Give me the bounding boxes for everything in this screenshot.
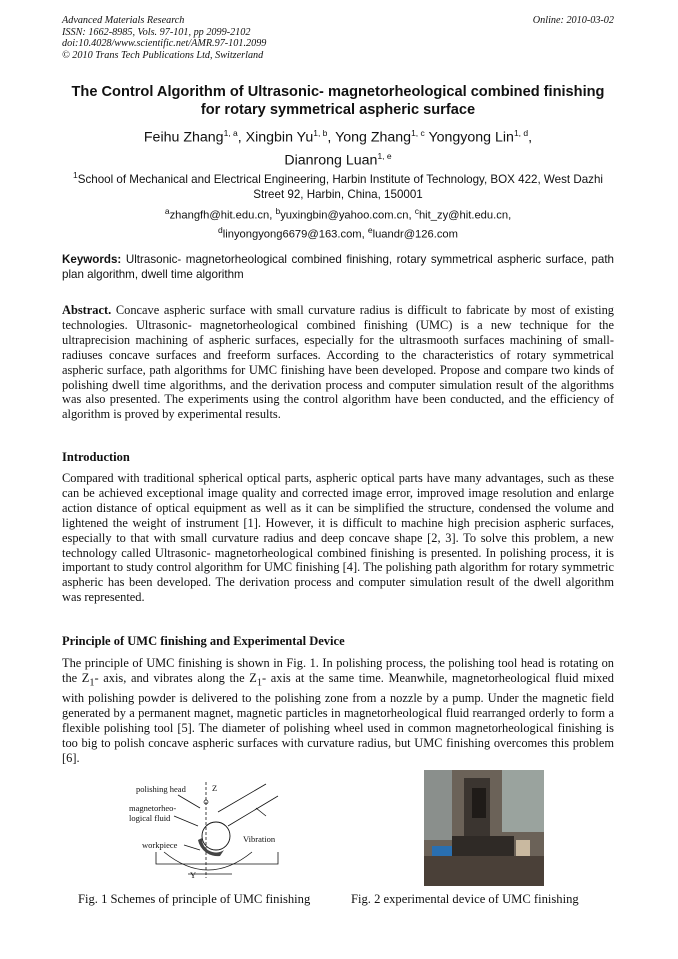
fig1-leader-fluid	[174, 816, 198, 826]
principle-text-c: - axis at the same time. Meanwhile, magnetorheological fluid mixed with polishing powder is delivered to the polishing zone from a nozzle by a pump. Under the magnetic field generated by a permanent magnet, magnetic particles in magnetorheological fluid rearranged orderly to form a flexible polishing tool [5]. The diameter of polishing wheel used in common magnetorheological finishing is too big to polish concave aspheric surfaces with curvature radius, but UMC finishing overcomes this problem [6].	[62, 670, 615, 765]
subscript: 1	[89, 677, 95, 689]
figure-2-photo	[424, 770, 544, 886]
figure-1-schematic	[128, 778, 298, 884]
email-sup: e	[367, 225, 373, 236]
author-sup: 1, e	[377, 151, 392, 162]
fig1-vibration-arrow	[256, 808, 266, 816]
fig2-window-left	[424, 770, 452, 840]
figure-2-caption: Fig. 2 experimental device of UMC finishing	[351, 892, 579, 906]
fig1-label-vibration: Vibration	[243, 834, 276, 844]
abstract-label: Abstract.	[62, 303, 112, 317]
fig1-concave-surface	[164, 852, 252, 870]
section-heading-principle: Principle of UMC finishing and Experimental Device	[62, 634, 345, 648]
keywords-text: Ultrasonic- magnetorheological combined finishing, rotary symmetrical aspheric surface, path plan algorithm, dwell time algorithm	[62, 253, 614, 281]
fig1-label-z: Z	[212, 783, 218, 793]
author-name: Yongyong Lin	[428, 129, 514, 146]
email-sup: c	[414, 206, 419, 216]
principle-text	[62, 656, 614, 766]
copyright-line: © 2010 Trans Tech Publications Ltd, Switzerland	[62, 49, 264, 61]
paper-title: The Control Algorithm of Ultrasonic- magnetorheological combined finishing for rotary symmetrical aspheric surface	[71, 84, 605, 118]
affiliation-sup: 1	[73, 170, 78, 180]
fig2-table	[424, 856, 544, 886]
abstract	[62, 303, 614, 422]
keywords	[62, 252, 614, 282]
affiliation	[62, 168, 614, 202]
fig1-label-workpiece: workpiece	[142, 840, 178, 850]
author-name: Dianrong Luan	[284, 152, 378, 169]
principle-text-a: The principle of UMC finishing is shown in Fig. 1. In polishing process, the polishing tool head is rotating on the Z	[62, 656, 614, 685]
email-sup: a	[164, 206, 170, 216]
email-sup: d	[218, 225, 223, 236]
author-name: Xingbin Yu	[245, 129, 314, 146]
author-sup: 1, a	[223, 128, 238, 138]
fig2-window-right	[502, 770, 544, 832]
email-link[interactable]: linyongyong6679@163.com	[222, 228, 362, 241]
principle-text-b: - axis, and vibrates along the Z	[94, 670, 257, 685]
fig1-polishing-wheel	[202, 822, 230, 850]
author-sup: 1, d	[513, 128, 529, 138]
author-name: Feihu Zhang	[143, 129, 224, 146]
fig1-leader-workpiece	[184, 845, 200, 850]
author-list: Feihu Zhang$^{1, a}$, Xingbin Yu$^{1, b}$, Yong Zhang$^{1, c}$ Yongyong Lin$^{1, d}$, Dianrong Luan$^{1, e}$	[143, 128, 533, 169]
fig1-label-mr-fluid-2: logical fluid	[129, 813, 171, 823]
section-heading-introduction: Introduction	[62, 450, 130, 464]
online-date: Online: 2010-03-02	[532, 15, 614, 26]
email-link[interactable]: luandr@126.com	[372, 228, 458, 241]
fig1-tool-shaft-lower	[228, 796, 278, 826]
fig1-label-y: Y	[190, 870, 197, 880]
doi-line[interactable]: doi:10.4028/www.scientific.net/AMR.97-101.2099	[62, 38, 267, 50]
author-sup: 1, c	[411, 128, 425, 138]
fig2-blue-panel	[432, 846, 452, 856]
subscript: 1	[256, 677, 262, 689]
fig1-label-polishing-head: polishing head	[136, 784, 186, 794]
fig1-leader-head	[178, 795, 200, 808]
affiliation-text: School of Mechanical and Electrical Engineering, Harbin Institute of Technology, BOX 422, West Dazhi Street 92, Harbin, China, 150001	[77, 172, 603, 201]
keywords-label: Keywords:	[62, 253, 122, 266]
figure-1-caption: Fig. 1 Schemes of principle of UMC finishing	[78, 892, 311, 906]
journal-name: Advanced Materials Research	[62, 15, 185, 26]
email-link[interactable]: zhangfh@hit.edu.cn	[169, 209, 270, 222]
fig2-machine-base	[452, 836, 514, 856]
abstract-text: Concave aspheric surface with small curvature radius is difficult to fabricate by most of existing technologies. Ultrasonic- magnetorheological combined finishing (UMC) is a new technique for the ultraprecision machining of aspheric surfaces, especially for the ultrasmooth surfaces machining of small-radiuses concave surfaces and freeform surfaces. According to the characteristics of rotary symmetrical aspheric surface, path algorithms for UMC finishing have been developed. Propose and compare two kinds of polishing dwell time algorithms, and the derivation process and computer simulation result of the algorithms was also presented. The experiments using the control algorithm have been conducted, and the efficiency of algorithm is proved by experimental results.	[62, 303, 614, 422]
fig1-mr-fluid-ribbon	[198, 838, 224, 856]
journal-header	[62, 15, 266, 61]
author-name: Yong Zhang	[335, 129, 412, 146]
fig2-controller-box	[516, 840, 530, 856]
introduction-text: Compared with traditional spherical optical parts, aspheric optical parts have many advantages, such as these can be achieved exceptional image quality and corrected image error, improved image resolution and enlarge action distance of optical equipment as well as it can be simplified the structure, condensed the volume and lightened the weight of instrument [1]. However, it is difficult to machine high precision aspheric surfaces, especially to that with small curvature radius and deep concave shape [2, 3]. To solve this problem, a new technology called Ultrasonic- magnetorheological combined finishing is presented. In polishing process, it is important to study control algorithm for UMC finishing [4]. The polishing path algorithm for rotary symmetric aspheric has been developed. The derivation process and computer simulation result of the dwell algorithm was represented.	[62, 471, 614, 605]
email-sup: b	[275, 206, 281, 216]
email-link[interactable]: hit_zy@hit.edu.cn	[418, 209, 509, 222]
fig2-spindle	[472, 788, 486, 818]
author-sup: 1, b	[313, 128, 328, 138]
fig1-label-mr-fluid-1: magnetorheo-	[129, 803, 177, 813]
email-list: $^a$zhangfh@hit.edu.cn, $^b$yuxingbin@yahoo.com.cn, $^c$hit_zy@hit.edu.cn, $^d$linyongyong6679@163.com, $^e$luandr@126.com	[164, 206, 512, 241]
issn-line: ISSN: 1662-8985, Vols. 97-101, pp 2099-2102	[62, 26, 251, 38]
email-link[interactable]: yuxingbin@yahoo.com.cn	[280, 209, 409, 222]
